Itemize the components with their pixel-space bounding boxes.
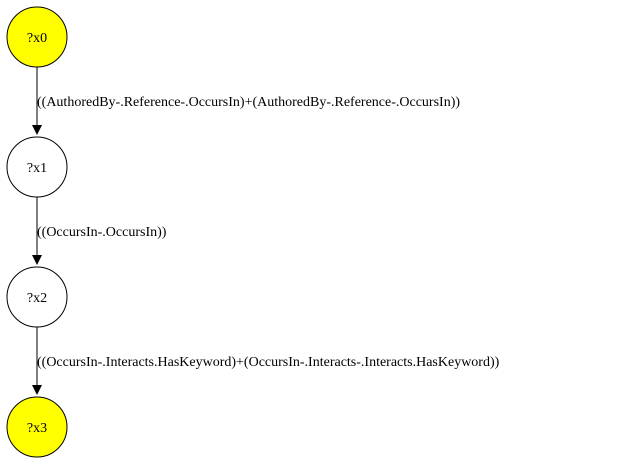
- edge-x0-x1: [37, 67, 460, 134]
- edge-label: ((OccursIn-.Interacts.HasKeyword)+(OccursIn-.Interacts-.Interacts.HasKeyword)): [37, 355, 500, 370]
- edge-label: ((OccursIn-.OccursIn)): [37, 225, 167, 240]
- edge-x1-x2: [37, 197, 167, 264]
- node-label: ?x3: [26, 421, 48, 436]
- edge-x2-x3: [37, 327, 500, 394]
- node-x0[interactable]: [7, 7, 67, 67]
- edge-label: ((AuthoredBy-.Reference-.OccursIn)+(AuthoredBy-.Reference-.OccursIn)): [37, 95, 461, 110]
- node-x2[interactable]: [7, 267, 67, 327]
- node-label: ?x2: [26, 291, 48, 306]
- node-x1[interactable]: [7, 137, 67, 197]
- node-label: ?x1: [26, 161, 48, 176]
- node-label: ?x0: [26, 31, 48, 46]
- node-x3[interactable]: [7, 397, 67, 457]
